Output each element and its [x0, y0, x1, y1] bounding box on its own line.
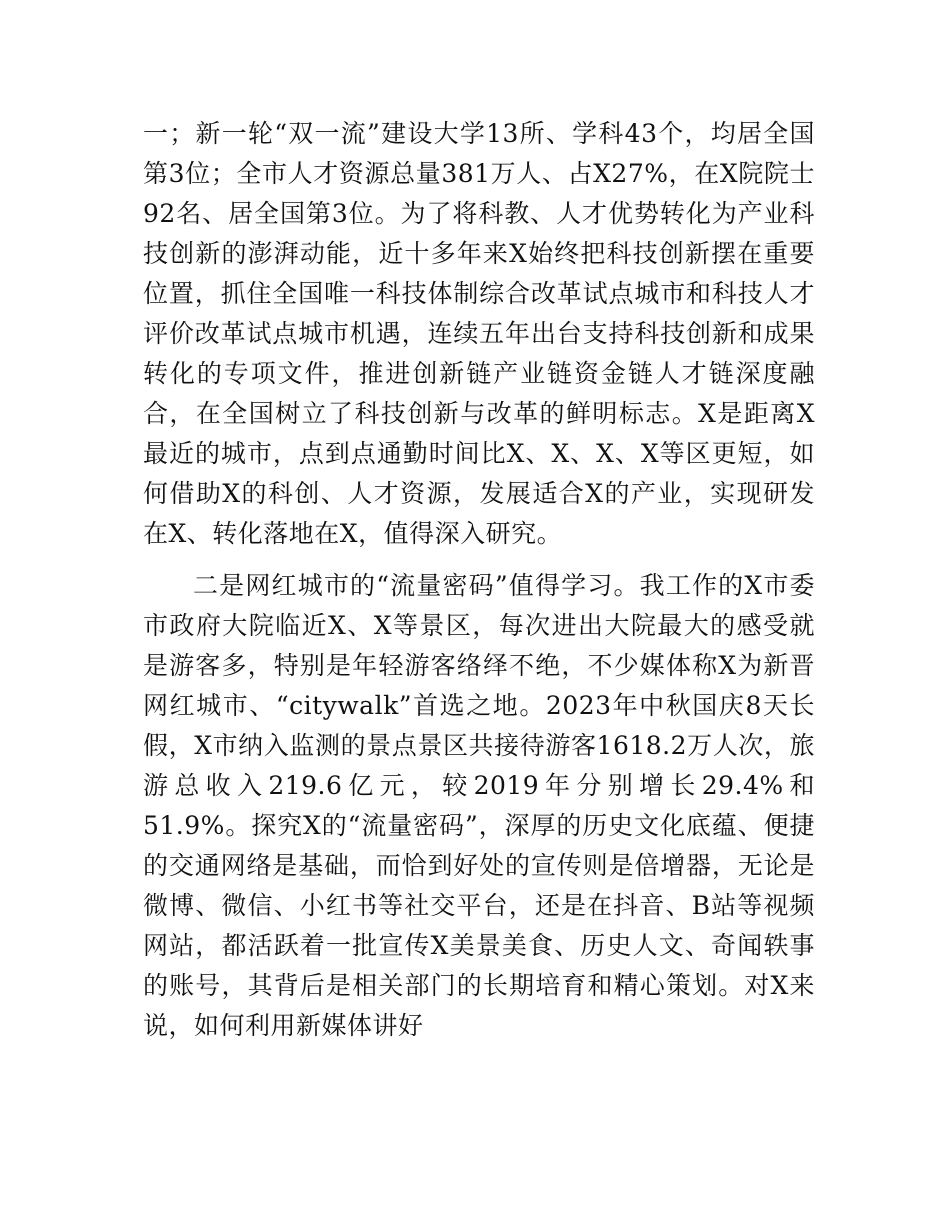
paragraph-1: 一；新一轮“双一流”建设大学13所、学科43个，均居全国第3位；全市人才资源总量381万人、占X27%，在X院院士92名、居全国第3位。为了将科教、人才优势转化为产业科技创新的澎湃动能，近十多年来X始终把科技创新摆在重要位置，抓住全国唯一科技体制综合改革试点城市和科技人才评价改革试点城市机遇，连续五年出台支持科技创新和成果转化的专项文件，推进创新链产业链资金链人才链深度融合，在全国树立了科技创新与改革的鲜明标志。X是距离X最近的城市，点到点通勤时间比X、X、X、X等区更短，如何借助X的科创、人才资源，发展适合X的产业，实现研发在X、转化落地在X，值得深入研究。	[143, 119, 815, 548]
document-body	[143, 114, 815, 1046]
paragraph-2: 二是网红城市的“流量密码”值得学习。我工作的X市委市政府大院临近X、X等景区，每次进出大院最大的感受就是游客多，特别是年轻游客络绎不绝，不少媒体称X为新晋网红城市、“citywalk”首选之地。2023年中秋国庆8天长假，X市纳入监测的景点景区共接待游客1618.2万人次，旅游总收入219.6亿元，较2019年分别增长29.4%和51.9%。探究X的“流量密码”，深厚的历史文化底蕴、便捷的交通网络是基础，而恰到好处的宣传则是倍增器，无论是微博、微信、小红书等社交平台，还是在抖音、B站等视频网站，都活跃着一批宣传X美景美食、历史人文、奇闻轶事的账号，其背后是相关部门的长期培育和精心策划。对X来说，如何利用新媒体讲好	[143, 571, 815, 1040]
paragraph-gap	[143, 554, 815, 566]
